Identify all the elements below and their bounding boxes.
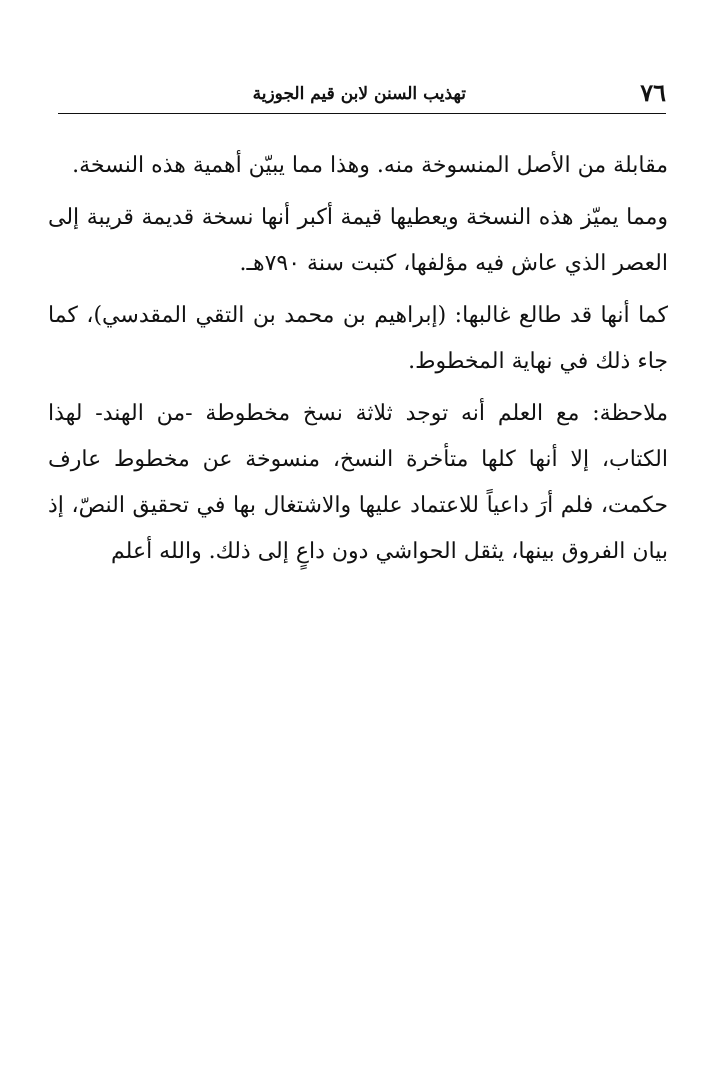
paragraph-3: كما أنها قد طالع غالبها: (إبراهيم بن محمد بن التقي المقدسي)، كما جاء ذلك في نهاية المخطوط. <box>48 303 668 374</box>
paragraph-4-note: ملاحظة: مع العلم أنه توجد ثلاثة نسخ مخطوطة -من الهند- لهذا الكتاب، إلا أنها كلها متأخرة النسخ، منسوخة عن مخطوط عارف حكمت، فلم أرَ داعياً للاعتماد عليها والاشتغال بها في تحقيق النصّ، إذ بيان الفروق بينها، يثقل الحواشي دون داعٍ إلى ذلك. والله أعلم <box>48 401 668 564</box>
running-header-title: تهذيب السنن لابن قيم الجوزية <box>252 84 466 104</box>
running-header <box>58 78 666 112</box>
header-divider <box>58 113 666 114</box>
page-number: ٧٦ <box>640 78 666 107</box>
body-text <box>48 143 668 581</box>
paragraph-2: ومما يميّز هذه النسخة ويعطيها قيمة أكبر أنها نسخة قديمة قريبة إلى العصر الذي عاش فيه مؤلفها، كتبت سنة ٧٩٠هـ. <box>48 205 669 276</box>
paragraph-1: مقابلة من الأصل المنسوخة منه. وهذا مما يبيّن أهمية هذه النسخة. <box>72 153 668 178</box>
